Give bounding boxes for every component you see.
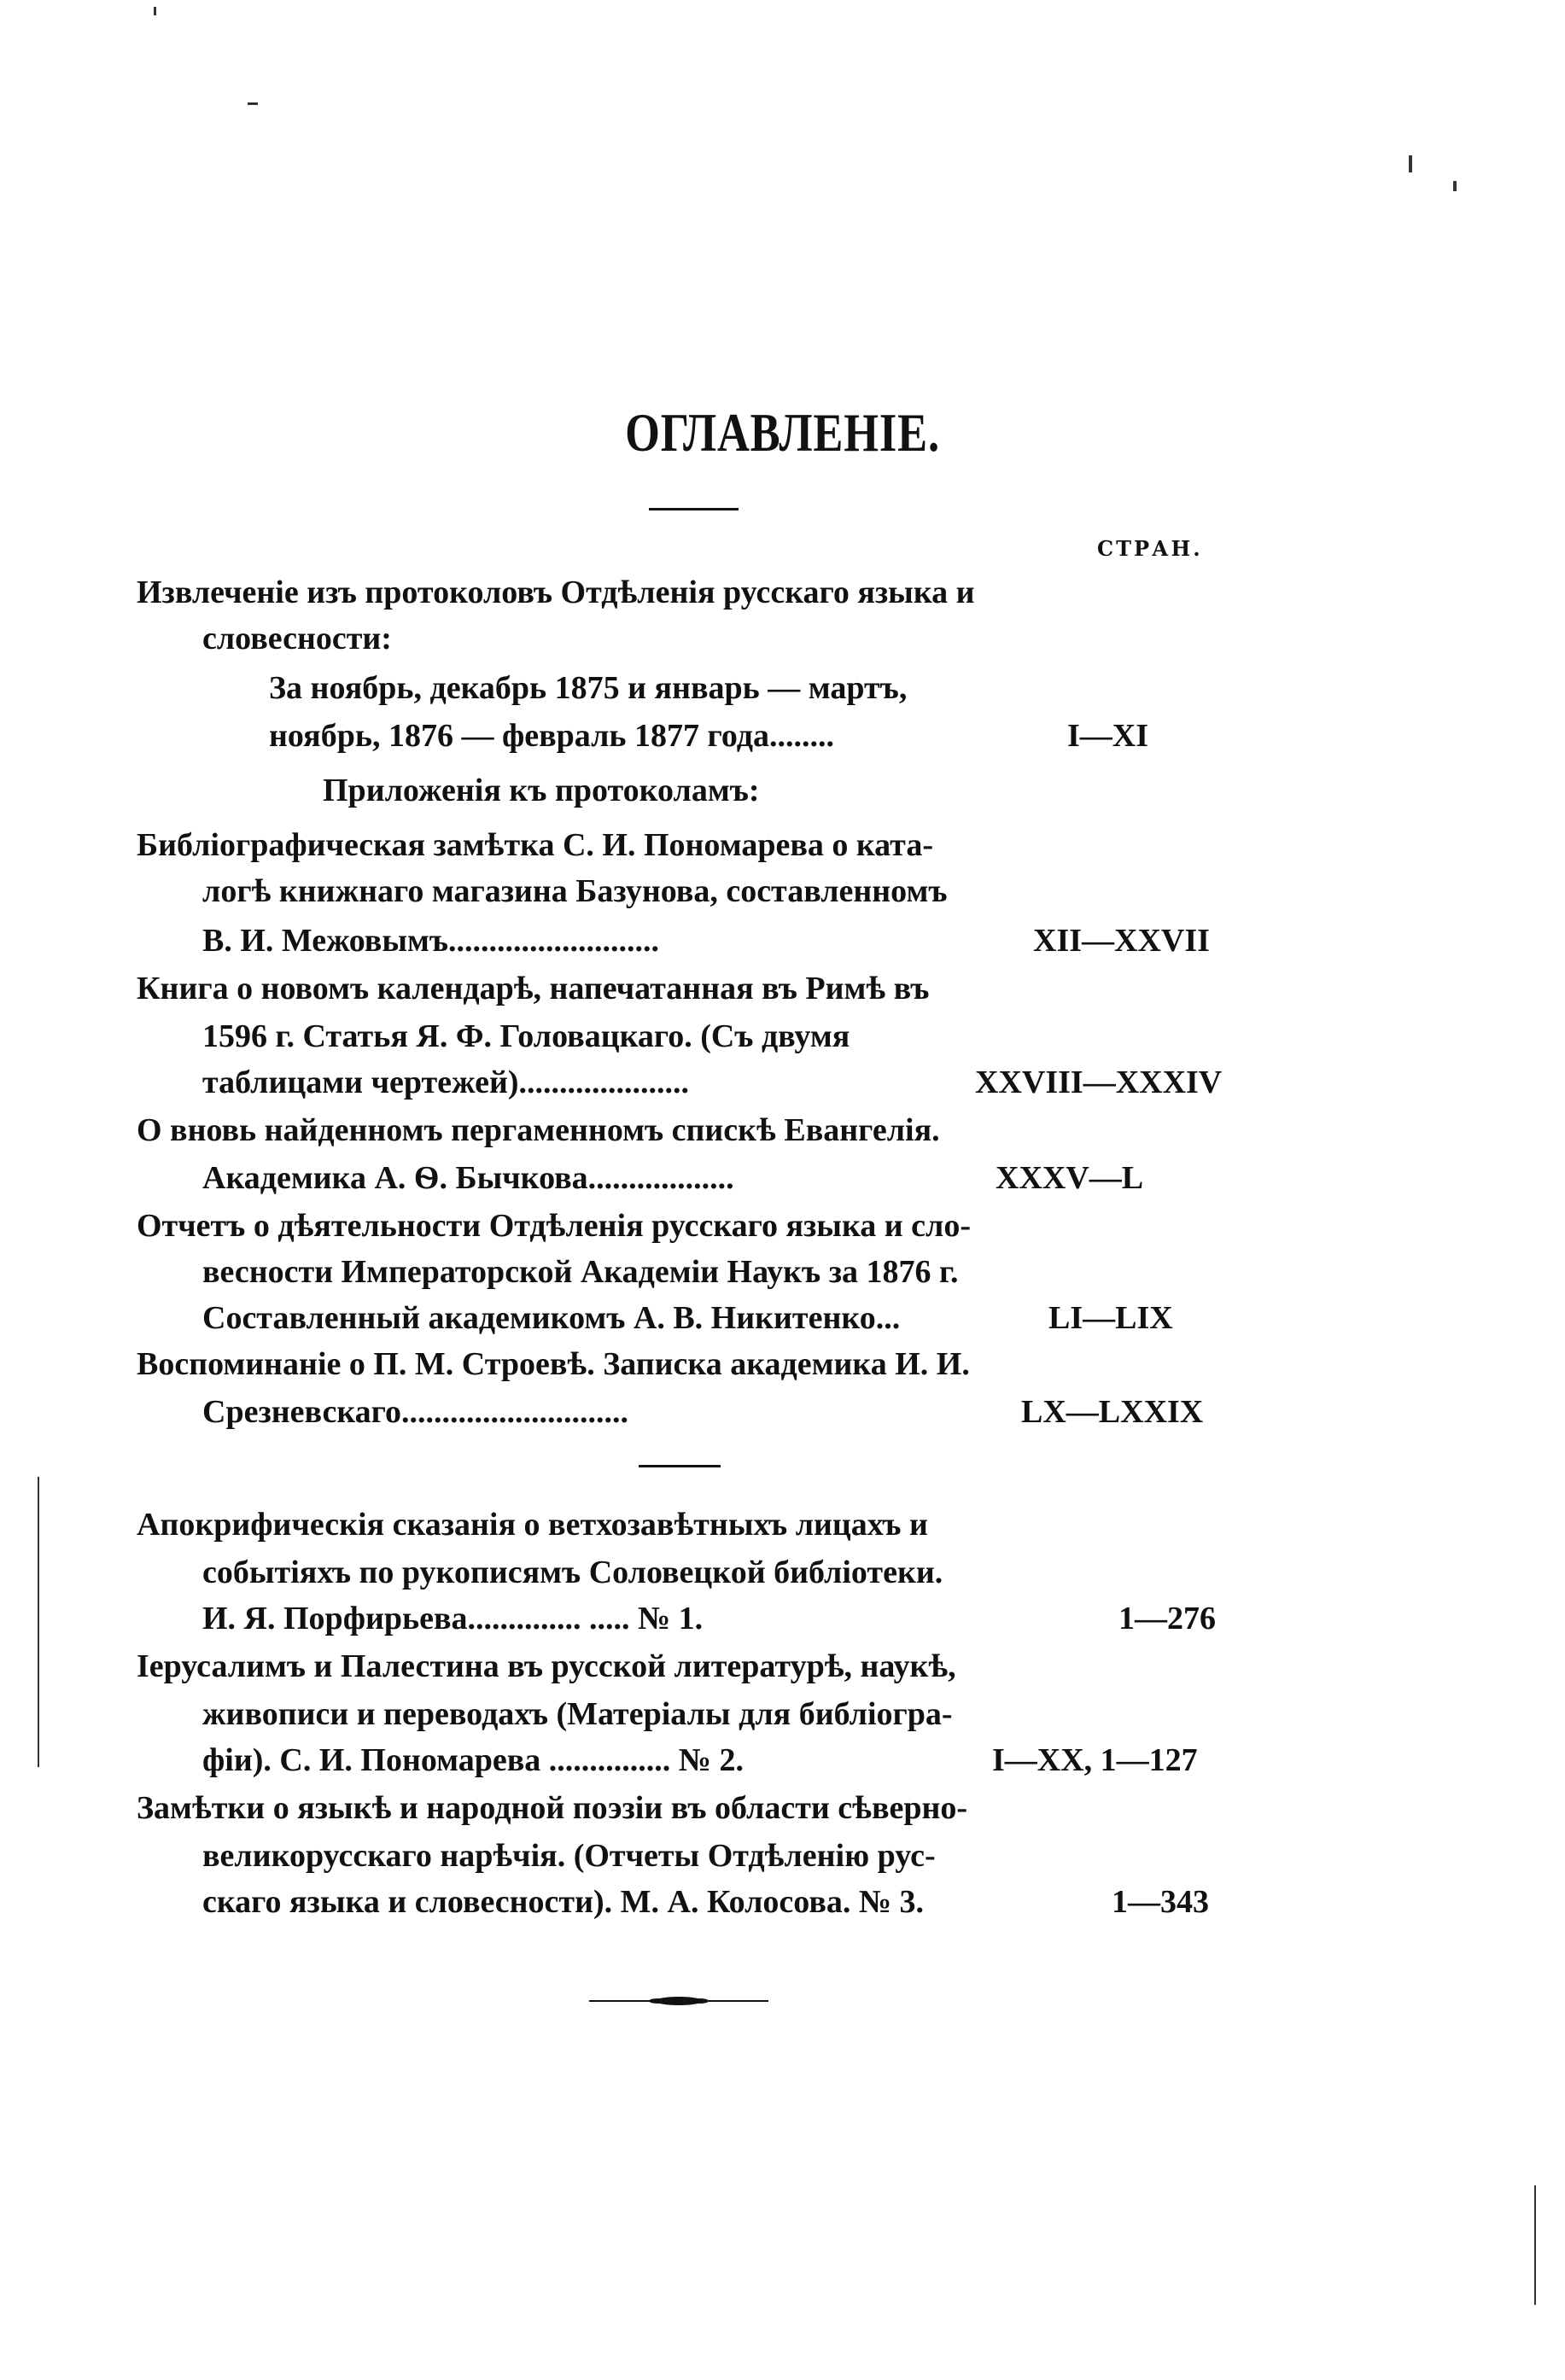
toc-line: О вновь найденномъ пергаменномъ спискѣ Евангелія.	[137, 1112, 940, 1148]
pages-column-header: СТРАН.	[1097, 536, 1203, 561]
scan-speck	[154, 7, 156, 15]
scan-speck	[1453, 181, 1457, 191]
toc-line: великорусскаго нарѣчія. (Отчеты Отдѣленію рус-	[202, 1838, 936, 1874]
toc-page-number: 1—343	[1112, 1884, 1209, 1920]
toc-line: И. Я. Порфирьева.............. ..... № 1.	[202, 1601, 704, 1636]
toc-line: Срезневскаго............................	[202, 1394, 628, 1430]
scan-speck	[248, 102, 258, 105]
toc-line: Воспоминаніе о П. М. Строевѣ. Записка академика И. И.	[137, 1346, 970, 1382]
toc-line: скаго языка и словесности). М. А. Колосова. № 3.	[202, 1884, 925, 1920]
scan-edge-line	[1534, 2185, 1536, 2305]
toc-page-number: LI—LIX	[1048, 1300, 1173, 1336]
toc-line: Замѣтки о языкѣ и народной поэзіи въ области сѣверно-	[137, 1790, 968, 1826]
toc-line: ноябрь, 1876 — февраль 1877 года........	[269, 718, 834, 754]
toc-line: логѣ книжнаго магазина Базунова, составленномъ	[202, 873, 948, 909]
toc-page-number: XXVIII—XXXIV	[975, 1065, 1223, 1100]
toc-line: 1596 г. Статья Я. Ф. Головацкаго. (Съ двумя	[202, 1018, 850, 1054]
toc-line: живописи и переводахъ (Матеріалы для библіогра-	[202, 1696, 953, 1732]
toc-line: словесности:	[202, 621, 392, 656]
toc-line: событіяхъ по рукописямъ Соловецкой библіотеки.	[202, 1555, 943, 1590]
scan-edge-line	[38, 1477, 39, 1767]
toc-line: фіи). С. И. Пономарева ............... № 2.	[202, 1742, 744, 1778]
scan-speck	[1409, 155, 1412, 172]
toc-page-number: LX—LXXIX	[1021, 1394, 1204, 1430]
toc-line: В. И. Межовымъ..........................	[202, 923, 660, 959]
toc-line: За ноябрь, декабрь 1875 и январь — мартъ,	[269, 670, 908, 706]
toc-line: Библіографическая замѣтка С. И. Пономарева о ката-	[137, 827, 933, 863]
ornament-divider-icon	[589, 1991, 768, 2011]
title-rule	[649, 508, 739, 510]
toc-page-number: 1—276	[1118, 1601, 1216, 1636]
toc-line: Книга о новомъ календарѣ, напечатанная въ Римѣ въ	[137, 971, 930, 1006]
page-title: ОГЛАВЛЕНІЕ.	[625, 402, 940, 463]
toc-page-number: I—XI	[1067, 718, 1149, 754]
section-divider	[639, 1465, 721, 1467]
toc-line: Іерусалимъ и Палестина въ русской литературѣ, наукѣ,	[137, 1648, 956, 1684]
toc-subheading: Приложенія къ протоколамъ:	[323, 773, 760, 808]
toc-line: Составленный академикомъ А. В. Никитенко...	[202, 1300, 901, 1336]
toc-line: весности Императорской Академіи Наукъ за 1876 г.	[202, 1254, 959, 1290]
toc-line: Академика А. Ѳ. Бычкова..................	[202, 1160, 734, 1196]
toc-page-number: I—XX, 1—127	[992, 1742, 1198, 1778]
toc-page-number: XXXV—L	[996, 1160, 1144, 1196]
toc-line: таблицами чертежей).....................	[202, 1065, 689, 1100]
toc-line: Апокрифическія сказанія о ветхозавѣтныхъ лицахъ и	[137, 1507, 928, 1543]
toc-line: Извлеченіе изъ протоколовъ Отдѣленія русскаго языка и	[137, 575, 975, 610]
toc-line: Отчетъ о дѣятельности Отдѣленія русскаго языка и сло-	[137, 1208, 972, 1244]
toc-page-number: XII—XXVII	[1033, 923, 1210, 959]
